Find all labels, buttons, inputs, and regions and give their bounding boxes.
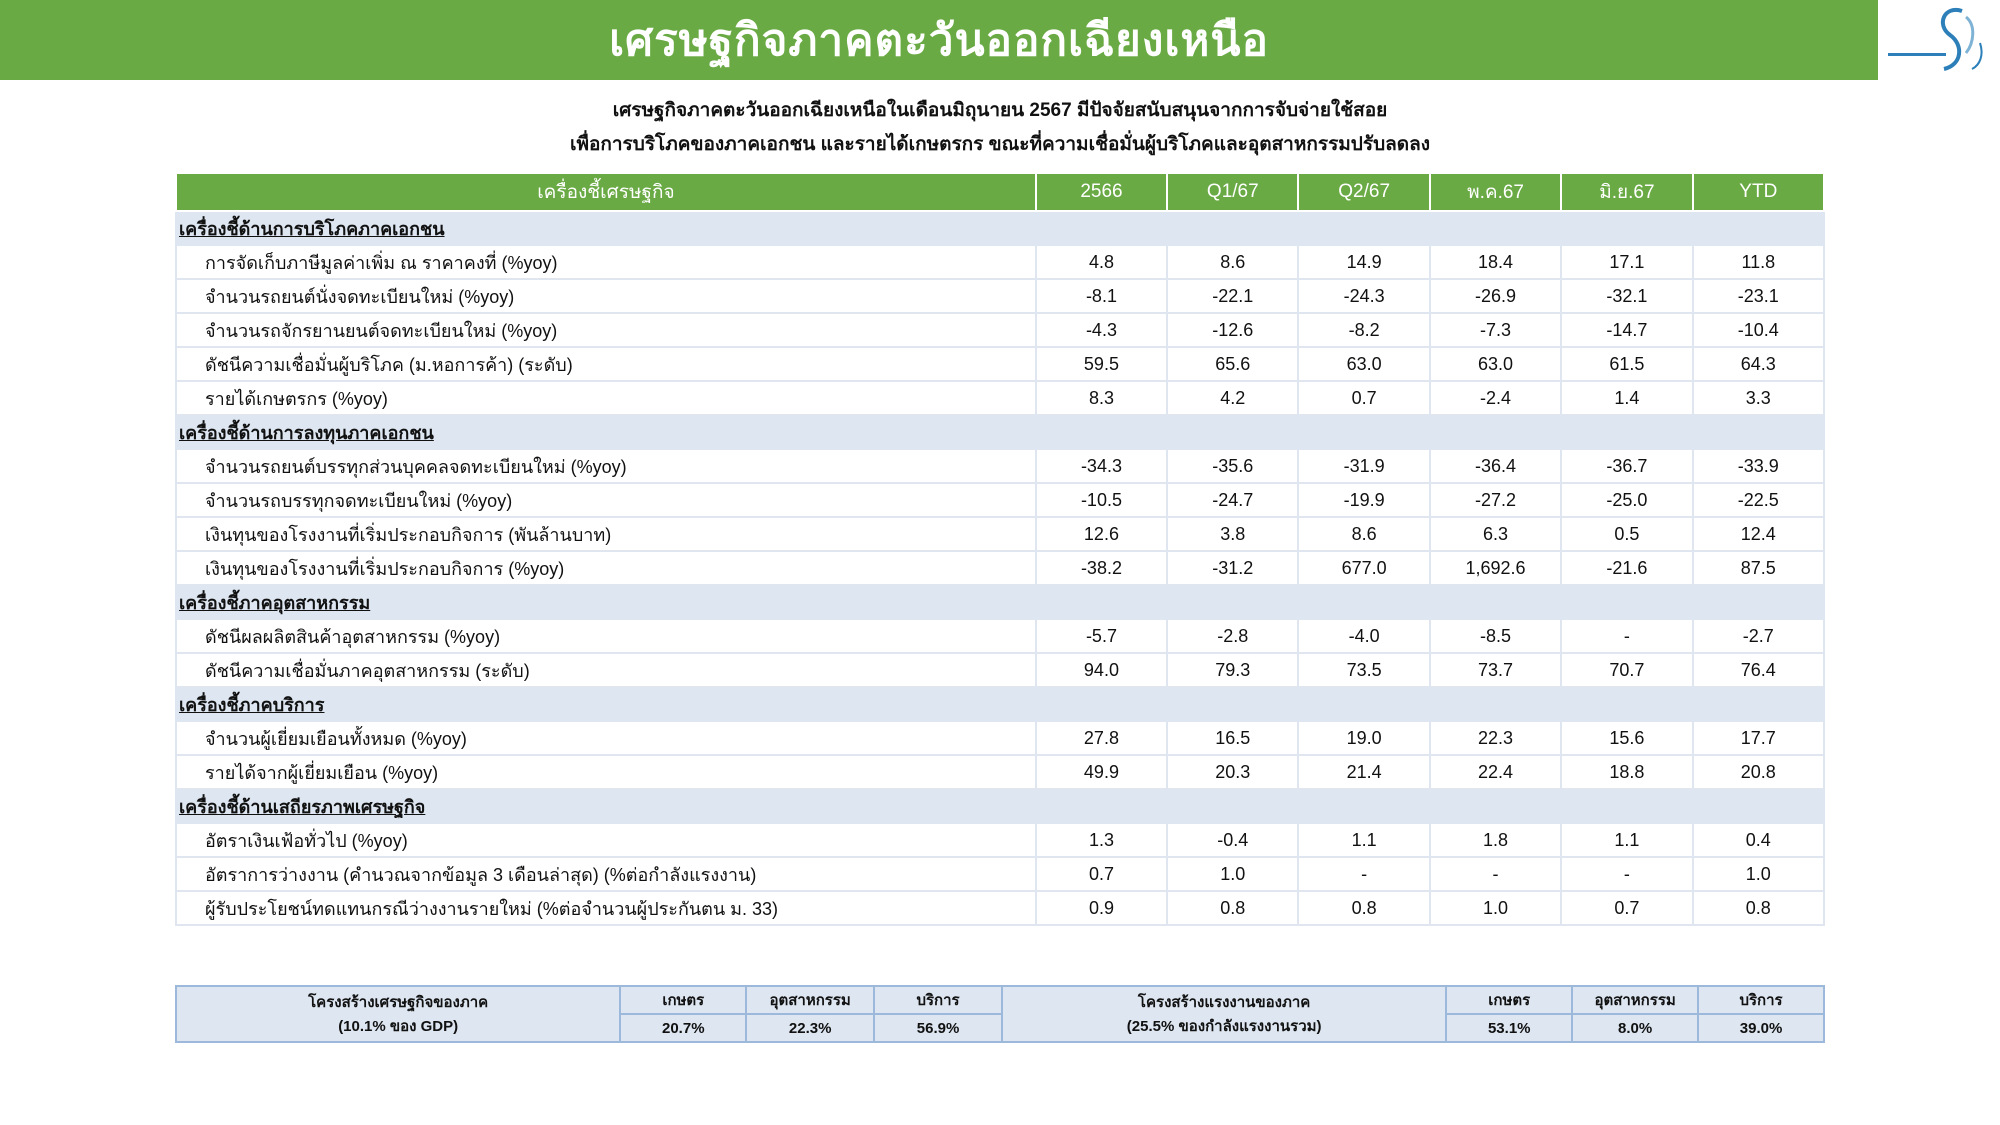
cell-value: -4.0 bbox=[1298, 619, 1429, 653]
indicator-table bbox=[175, 172, 1825, 926]
labor-structure-label: โครงสร้างแรงงานของภาค bbox=[1137, 994, 1311, 1011]
cell-value: - bbox=[1430, 857, 1561, 891]
row-label: รายได้จากผู้เยี่ยมเยือน (%yoy) bbox=[176, 755, 1036, 789]
cell-value: -10.4 bbox=[1693, 313, 1824, 347]
economy-structure-title bbox=[176, 986, 620, 1042]
cell-value: 12.6 bbox=[1036, 517, 1167, 551]
economy-col-service: บริการ bbox=[874, 986, 1002, 1014]
labor-value-service: 39.0% bbox=[1698, 1014, 1824, 1042]
header-2566: 2566 bbox=[1036, 173, 1167, 211]
row-label: อัตราเงินเฟ้อทั่วไป (%yoy) bbox=[176, 823, 1036, 857]
cell-value: 8.3 bbox=[1036, 381, 1167, 415]
cell-value: 1.0 bbox=[1430, 891, 1561, 925]
cell-value: 1.3 bbox=[1036, 823, 1167, 857]
labor-col-industry: อุตสาหกรรม bbox=[1572, 986, 1698, 1014]
cell-value: 14.9 bbox=[1298, 245, 1429, 279]
economy-structure-note: (10.1% ของ GDP) bbox=[338, 1018, 459, 1035]
cell-value: 1.1 bbox=[1561, 823, 1692, 857]
header-q1-67: Q1/67 bbox=[1167, 173, 1298, 211]
row-label: เงินทุนของโรงงานที่เริ่มประกอบกิจการ (%yoy) bbox=[176, 551, 1036, 585]
row-label: ดัชนีผลผลิตสินค้าอุตสาหกรรม (%yoy) bbox=[176, 619, 1036, 653]
cell-value: 1.8 bbox=[1430, 823, 1561, 857]
cell-value: 1.0 bbox=[1693, 857, 1824, 891]
cell-value: 61.5 bbox=[1561, 347, 1692, 381]
cell-value: 65.6 bbox=[1167, 347, 1298, 381]
table-row bbox=[176, 381, 1824, 415]
row-label: การจัดเก็บภาษีมูลค่าเพิ่ม ณ ราคาคงที่ (%yoy) bbox=[176, 245, 1036, 279]
cell-value: 3.8 bbox=[1167, 517, 1298, 551]
cell-value: 3.3 bbox=[1693, 381, 1824, 415]
cell-value: - bbox=[1561, 857, 1692, 891]
cell-value: -8.5 bbox=[1430, 619, 1561, 653]
cell-value: 0.9 bbox=[1036, 891, 1167, 925]
cell-value: -7.3 bbox=[1430, 313, 1561, 347]
header-jun-67: มิ.ย.67 bbox=[1561, 173, 1692, 211]
section-title: เครื่องชี้ภาคอุตสาหกรรม bbox=[176, 585, 1824, 619]
cell-value: 4.8 bbox=[1036, 245, 1167, 279]
row-label: จำนวนผู้เยี่ยมเยือนทั้งหมด (%yoy) bbox=[176, 721, 1036, 755]
header-ytd: YTD bbox=[1693, 173, 1824, 211]
table-row bbox=[176, 823, 1824, 857]
cell-value: -12.6 bbox=[1167, 313, 1298, 347]
table-row bbox=[176, 313, 1824, 347]
cell-value: -25.0 bbox=[1561, 483, 1692, 517]
agency-logo-icon bbox=[1884, 3, 1994, 77]
cell-value: 18.8 bbox=[1561, 755, 1692, 789]
cell-value: 0.4 bbox=[1693, 823, 1824, 857]
labor-col-service: บริการ bbox=[1698, 986, 1824, 1014]
cell-value: -36.7 bbox=[1561, 449, 1692, 483]
cell-value: 59.5 bbox=[1036, 347, 1167, 381]
cell-value: 21.4 bbox=[1298, 755, 1429, 789]
cell-value: 1,692.6 bbox=[1430, 551, 1561, 585]
cell-value: - bbox=[1298, 857, 1429, 891]
cell-value: -22.5 bbox=[1693, 483, 1824, 517]
economy-structure-label: โครงสร้างเศรษฐกิจของภาค bbox=[308, 994, 489, 1011]
row-label: จำนวนรถจักรยานยนต์จดทะเบียนใหม่ (%yoy) bbox=[176, 313, 1036, 347]
cell-value: 18.4 bbox=[1430, 245, 1561, 279]
cell-value: 94.0 bbox=[1036, 653, 1167, 687]
cell-value: 0.5 bbox=[1561, 517, 1692, 551]
cell-value: -24.7 bbox=[1167, 483, 1298, 517]
table-row bbox=[176, 755, 1824, 789]
cell-value: 76.4 bbox=[1693, 653, 1824, 687]
cell-value: 8.6 bbox=[1298, 517, 1429, 551]
cell-value: 6.3 bbox=[1430, 517, 1561, 551]
cell-value: -31.9 bbox=[1298, 449, 1429, 483]
cell-value: 17.1 bbox=[1561, 245, 1692, 279]
labor-structure-note: (25.5% ของกำลังแรงงานรวม) bbox=[1126, 1018, 1322, 1035]
cell-value: 11.8 bbox=[1693, 245, 1824, 279]
cell-value: -2.8 bbox=[1167, 619, 1298, 653]
table-header-row bbox=[176, 173, 1824, 211]
cell-value: 12.4 bbox=[1693, 517, 1824, 551]
cell-value: 20.3 bbox=[1167, 755, 1298, 789]
table-row bbox=[176, 347, 1824, 381]
structure-table bbox=[175, 985, 1825, 1043]
cell-value: -24.3 bbox=[1298, 279, 1429, 313]
cell-value: -32.1 bbox=[1561, 279, 1692, 313]
section-row bbox=[176, 687, 1824, 721]
cell-value: 0.8 bbox=[1167, 891, 1298, 925]
cell-value: 20.8 bbox=[1693, 755, 1824, 789]
table-row bbox=[176, 891, 1824, 925]
cell-value: 4.2 bbox=[1167, 381, 1298, 415]
cell-value: -33.9 bbox=[1693, 449, 1824, 483]
header-may-67: พ.ค.67 bbox=[1430, 173, 1561, 211]
row-label: จำนวนรถยนต์บรรทุกส่วนบุคคลจดทะเบียนใหม่ (%yoy) bbox=[176, 449, 1036, 483]
economy-value-industry: 22.3% bbox=[746, 1014, 874, 1042]
cell-value: 70.7 bbox=[1561, 653, 1692, 687]
cell-value: 0.8 bbox=[1693, 891, 1824, 925]
section-row bbox=[176, 585, 1824, 619]
cell-value: -23.1 bbox=[1693, 279, 1824, 313]
cell-value: -8.2 bbox=[1298, 313, 1429, 347]
labor-value-agri: 53.1% bbox=[1446, 1014, 1572, 1042]
cell-value: 8.6 bbox=[1167, 245, 1298, 279]
row-label: ดัชนีความเชื่อมั่นภาคอุตสาหกรรม (ระดับ) bbox=[176, 653, 1036, 687]
table-row bbox=[176, 517, 1824, 551]
cell-value: 1.1 bbox=[1298, 823, 1429, 857]
cell-value: 79.3 bbox=[1167, 653, 1298, 687]
cell-value: 1.0 bbox=[1167, 857, 1298, 891]
row-label: จำนวนรถบรรทุกจดทะเบียนใหม่ (%yoy) bbox=[176, 483, 1036, 517]
cell-value: -2.7 bbox=[1693, 619, 1824, 653]
cell-value: -36.4 bbox=[1430, 449, 1561, 483]
page-title: เศรษฐกิจภาคตะวันออกเฉียงเหนือ bbox=[609, 16, 1269, 65]
section-row bbox=[176, 789, 1824, 823]
section-title: เครื่องชี้ด้านการบริโภคภาคเอกชน bbox=[176, 211, 1824, 245]
agency-logo bbox=[1878, 0, 2000, 80]
cell-value: 64.3 bbox=[1693, 347, 1824, 381]
header-indicator: เครื่องชี้เศรษฐกิจ bbox=[176, 173, 1036, 211]
cell-value: 63.0 bbox=[1298, 347, 1429, 381]
table-row bbox=[176, 279, 1824, 313]
subtitle bbox=[0, 94, 2000, 162]
cell-value: -2.4 bbox=[1430, 381, 1561, 415]
cell-value: -35.6 bbox=[1167, 449, 1298, 483]
cell-value: 73.5 bbox=[1298, 653, 1429, 687]
economy-value-agri: 20.7% bbox=[620, 1014, 746, 1042]
cell-value: 17.7 bbox=[1693, 721, 1824, 755]
header-q2-67: Q2/67 bbox=[1298, 173, 1429, 211]
table-row bbox=[176, 449, 1824, 483]
cell-value: -27.2 bbox=[1430, 483, 1561, 517]
section-title: เครื่องชี้ด้านเสถียรภาพเศรษฐกิจ bbox=[176, 789, 1824, 823]
section-title: เครื่องชี้ด้านการลงทุนภาคเอกชน bbox=[176, 415, 1824, 449]
subtitle-line-1: เศรษฐกิจภาคตะวันออกเฉียงเหนือในเดือนมิถุนายน 2567 มีปัจจัยสนับสนุนจากการจับจ่ายใช้สอย bbox=[612, 100, 1388, 121]
cell-value: 677.0 bbox=[1298, 551, 1429, 585]
row-label: รายได้เกษตรกร (%yoy) bbox=[176, 381, 1036, 415]
cell-value: -10.5 bbox=[1036, 483, 1167, 517]
cell-value: 49.9 bbox=[1036, 755, 1167, 789]
cell-value: 0.8 bbox=[1298, 891, 1429, 925]
cell-value: 19.0 bbox=[1298, 721, 1429, 755]
labor-col-agri: เกษตร bbox=[1446, 986, 1572, 1014]
section-row bbox=[176, 211, 1824, 245]
cell-value: 1.4 bbox=[1561, 381, 1692, 415]
page-title-banner bbox=[0, 0, 1878, 80]
cell-value: -38.2 bbox=[1036, 551, 1167, 585]
labor-structure-title bbox=[1002, 986, 1446, 1042]
table-row bbox=[176, 857, 1824, 891]
cell-value: 87.5 bbox=[1693, 551, 1824, 585]
cell-value: -31.2 bbox=[1167, 551, 1298, 585]
cell-value: -5.7 bbox=[1036, 619, 1167, 653]
economy-value-service: 56.9% bbox=[874, 1014, 1002, 1042]
cell-value: -4.3 bbox=[1036, 313, 1167, 347]
row-label: ดัชนีความเชื่อมั่นผู้บริโภค (ม.หอการค้า) (ระดับ) bbox=[176, 347, 1036, 381]
row-label: เงินทุนของโรงงานที่เริ่มประกอบกิจการ (พันล้านบาท) bbox=[176, 517, 1036, 551]
cell-value: -0.4 bbox=[1167, 823, 1298, 857]
cell-value: 73.7 bbox=[1430, 653, 1561, 687]
table-row bbox=[176, 653, 1824, 687]
table-row bbox=[176, 483, 1824, 517]
row-label: อัตราการว่างงาน (คำนวณจากข้อมูล 3 เดือนล่าสุด) (%ต่อกำลังแรงงาน) bbox=[176, 857, 1036, 891]
subtitle-line-2: เพื่อการบริโภคของภาคเอกชน และรายได้เกษตรกร ขณะที่ความเชื่อมั่นผู้บริโภคและอุตสาหกรรมปรับลดลง bbox=[569, 134, 1431, 155]
cell-value: -34.3 bbox=[1036, 449, 1167, 483]
cell-value: 16.5 bbox=[1167, 721, 1298, 755]
cell-value: 0.7 bbox=[1036, 857, 1167, 891]
labor-value-industry: 8.0% bbox=[1572, 1014, 1698, 1042]
cell-value: -19.9 bbox=[1298, 483, 1429, 517]
economy-col-industry: อุตสาหกรรม bbox=[746, 986, 874, 1014]
cell-value: -26.9 bbox=[1430, 279, 1561, 313]
table-row bbox=[176, 245, 1824, 279]
cell-value: 22.3 bbox=[1430, 721, 1561, 755]
cell-value: -21.6 bbox=[1561, 551, 1692, 585]
section-title: เครื่องชี้ภาคบริการ bbox=[176, 687, 1824, 721]
cell-value: 22.4 bbox=[1430, 755, 1561, 789]
row-label: จำนวนรถยนต์นั่งจดทะเบียนใหม่ (%yoy) bbox=[176, 279, 1036, 313]
economy-col-agri: เกษตร bbox=[620, 986, 746, 1014]
cell-value: -8.1 bbox=[1036, 279, 1167, 313]
table-row bbox=[176, 551, 1824, 585]
cell-value: 15.6 bbox=[1561, 721, 1692, 755]
cell-value: - bbox=[1561, 619, 1692, 653]
table-row bbox=[176, 721, 1824, 755]
cell-value: 63.0 bbox=[1430, 347, 1561, 381]
cell-value: 0.7 bbox=[1298, 381, 1429, 415]
section-row bbox=[176, 415, 1824, 449]
cell-value: 27.8 bbox=[1036, 721, 1167, 755]
cell-value: -14.7 bbox=[1561, 313, 1692, 347]
row-label: ผู้รับประโยชน์ทดแทนกรณีว่างงานรายใหม่ (%ต่อจำนวนผู้ประกันตน ม. 33) bbox=[176, 891, 1036, 925]
cell-value: 0.7 bbox=[1561, 891, 1692, 925]
structure-header-row bbox=[176, 986, 1824, 1014]
table-row bbox=[176, 619, 1824, 653]
cell-value: -22.1 bbox=[1167, 279, 1298, 313]
